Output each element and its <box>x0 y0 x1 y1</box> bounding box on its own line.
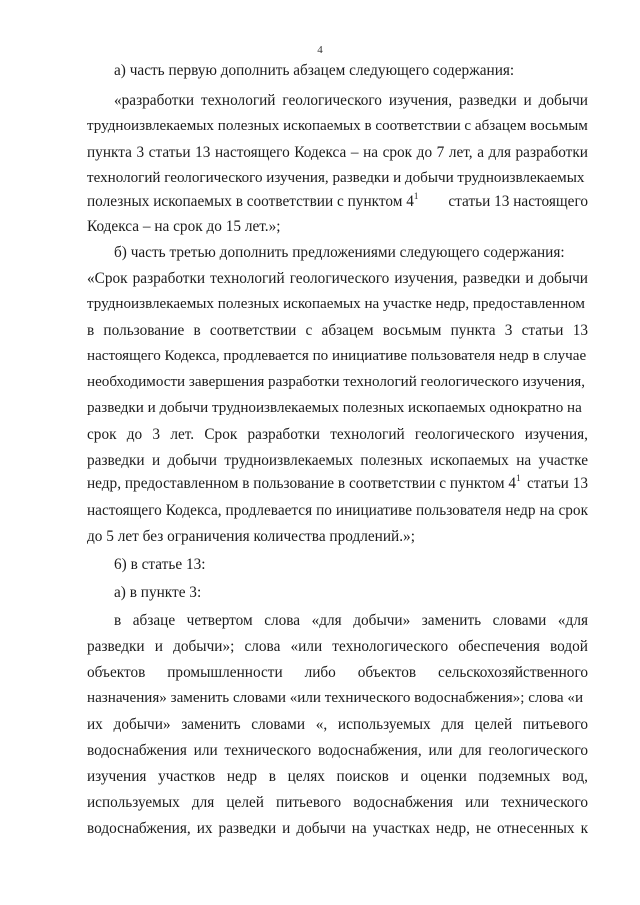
text-line: назначения» заменить словами «или технического водоснабжения»; слова «и <box>87 690 584 706</box>
text-line: в абзаце четвертом слова «для добычи» заменить словами «для <box>114 612 588 629</box>
text-line: «Срок разработки технологий геологического изучения, разведки и добычи <box>87 270 588 287</box>
text-line: водоснабжения, их разведки и добычи на участках недр, не отнесенных к <box>87 820 588 837</box>
text-line: а) часть первую дополнить абзацем следующего содержания: <box>114 62 515 79</box>
text-line: необходимости завершения разработки технологий геологического изучения, <box>87 374 585 390</box>
text-line: срок до 3 лет. Срок разработки технологий геологического изучения, <box>87 426 588 443</box>
text-line: объектов промышленности либо объектов сельскохозяйственного <box>87 664 588 681</box>
text-line: трудноизвлекаемых полезных ископаемых на участке недр, предоставленном <box>87 296 585 312</box>
text-line: пункта 3 статьи 13 настоящего Кодекса – на срок до 7 лет, а для разработки <box>87 144 588 161</box>
text-line: в пользование в соответствии с абзацем восьмым пункта 3 статьи 13 <box>87 322 588 339</box>
text-line: трудноизвлекаемых полезных ископаемых в соответствии с абзацем восьмым <box>87 118 588 134</box>
text-line: их добычи» заменить словами «, используемых для целей питьевого <box>87 716 588 733</box>
text-line: до 5 лет без ограничения количества продлений.»; <box>87 528 415 545</box>
text-line: настоящего Кодекса, продлевается по инициативе пользователя недр на срок <box>87 502 588 519</box>
text-line: разведки и добычи трудноизвлекаемых полезных ископаемых на участке <box>87 452 588 469</box>
text-line: разведки и добычи трудноизвлекаемых полезных ископаемых однократно на <box>87 400 582 416</box>
text-line: настоящего Кодекса, продлевается по инициативе пользователя недр в случае <box>87 348 587 364</box>
superscript: 1 <box>516 473 521 483</box>
text-line: недр, предоставленном в пользование в соответствии с пунктом $4^1$ статьи 13 <box>87 473 588 492</box>
text-line: водоснабжения или технического водоснабжения, или для геологического <box>87 742 588 759</box>
text-line: разведки и добычи»; слова «или технологического обеспечения водой <box>87 638 588 655</box>
text-line: 6) в статье 13: <box>114 556 206 573</box>
page-number: 4 <box>317 44 323 56</box>
text-line: «разработки технологий геологического изучения, разведки и добычи <box>114 92 588 109</box>
text-line: используемых для целей питьевого водоснабжения или технического <box>87 794 588 811</box>
superscript: 1 <box>413 191 419 201</box>
text-line: Кодекса – на срок до 15 лет.»; <box>87 218 281 235</box>
text-line: б) часть третью дополнить предложениями следующего содержания: <box>114 244 565 261</box>
text-line: полезных ископаемых в соответствии с пунктом $4^1$ статьи 13 настоящего <box>87 191 588 210</box>
text-line: технологий геологического изучения, разведки и добычи трудноизвлекаемых <box>87 170 585 186</box>
text-line: изучения участков недр в целях поисков и оценки подземных вод, <box>87 768 588 785</box>
text-line: а) в пункте 3: <box>114 584 202 601</box>
